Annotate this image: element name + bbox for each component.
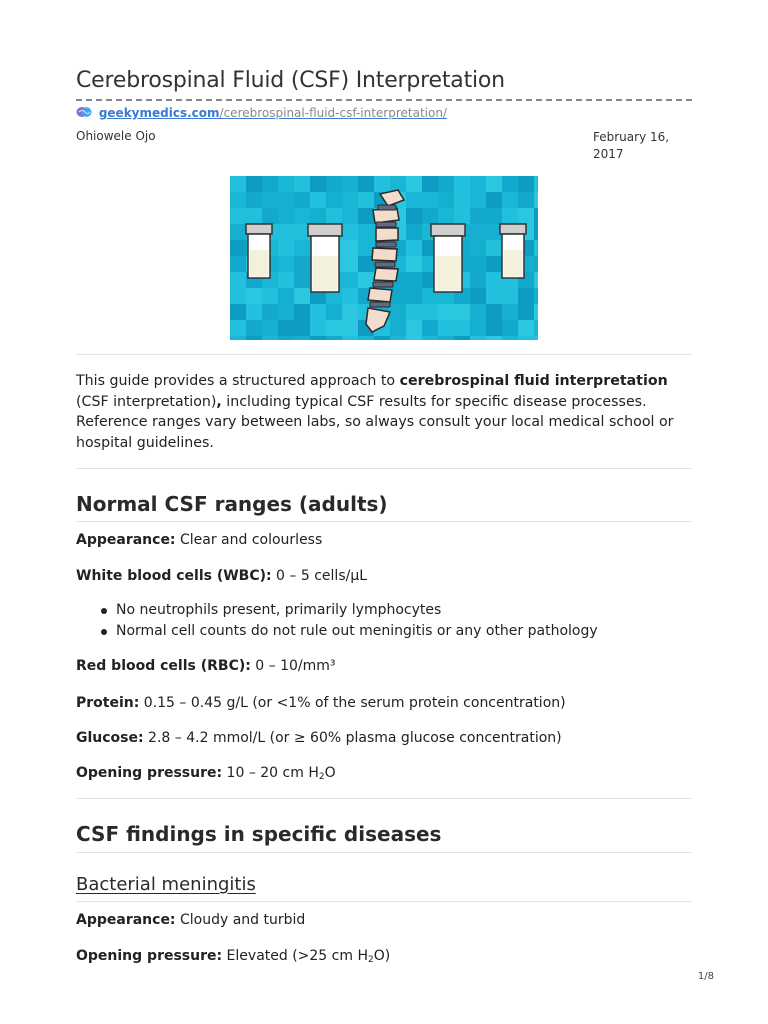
source-link[interactable] xyxy=(99,106,447,120)
normal-rbc: Red blood cells (RBC): 0 – 10/mm³ xyxy=(76,658,336,674)
divider xyxy=(76,354,692,355)
normal-opening-pressure: Opening pressure: 10 – 20 cm $H_2O$ xyxy=(76,765,336,782)
publish-date: February 16, 2017 xyxy=(593,130,670,161)
divider xyxy=(76,521,692,522)
normal-wbc: White blood cells (WBC): 0 – 5 cells/µL xyxy=(76,568,368,584)
divider xyxy=(76,852,692,853)
divider xyxy=(76,901,692,902)
bacterial-opening-pressure: Opening pressure: Elevated (>25 cm $H_2O$) xyxy=(76,948,391,965)
author-name: Ohiowele Ojo xyxy=(76,129,156,143)
brain-icon xyxy=(76,106,92,118)
bacterial-appearance: Appearance: Cloudy and turbid xyxy=(76,912,306,928)
normal-appearance: Appearance: Clear and colourless xyxy=(76,532,323,548)
csf-tube-1 xyxy=(246,224,272,278)
source-path: /cerebrospinal-fluid-csf-interpretation/ xyxy=(219,106,447,120)
list-item: No neutrophils present, primarily lymphocytes xyxy=(76,600,598,621)
bacterial-meningitis-heading: Bacterial meningitis xyxy=(76,874,256,895)
source-line xyxy=(76,106,447,120)
divider xyxy=(76,468,692,469)
normal-ranges-heading: Normal CSF ranges (adults) xyxy=(76,492,388,516)
page-number: 1/8 xyxy=(697,971,714,982)
intro-paragraph: This guide provides a structured approach to cerebrospinal fluid interpretation (CSF interpretation), including typical CSF results for specific disease processes. Reference ranges vary between labs, so always consult your local medical school or hospital guidelines. xyxy=(76,373,674,451)
csf-tube-3 xyxy=(431,224,465,292)
normal-glucose: Glucose: 2.8 – 4.2 mmol/L (or ≥ 60% plasma glucose concentration) xyxy=(76,730,562,746)
diseases-heading: CSF findings in specific diseases xyxy=(76,822,442,846)
list-item: Normal cell counts do not rule out meningitis or any other pathology xyxy=(76,621,598,642)
hero-image xyxy=(230,176,538,340)
divider xyxy=(76,798,692,799)
normal-protein: Protein: 0.15 – 0.45 g/L (or <1% of the serum protein concentration) xyxy=(76,695,566,711)
csf-tube-4 xyxy=(500,224,526,278)
title-divider xyxy=(76,99,692,101)
page-title: Cerebrospinal Fluid (CSF) Interpretation xyxy=(76,68,505,93)
wbc-notes-list xyxy=(76,600,598,642)
source-domain: geekymedics.com xyxy=(98,106,220,120)
csf-tube-2 xyxy=(308,224,342,292)
